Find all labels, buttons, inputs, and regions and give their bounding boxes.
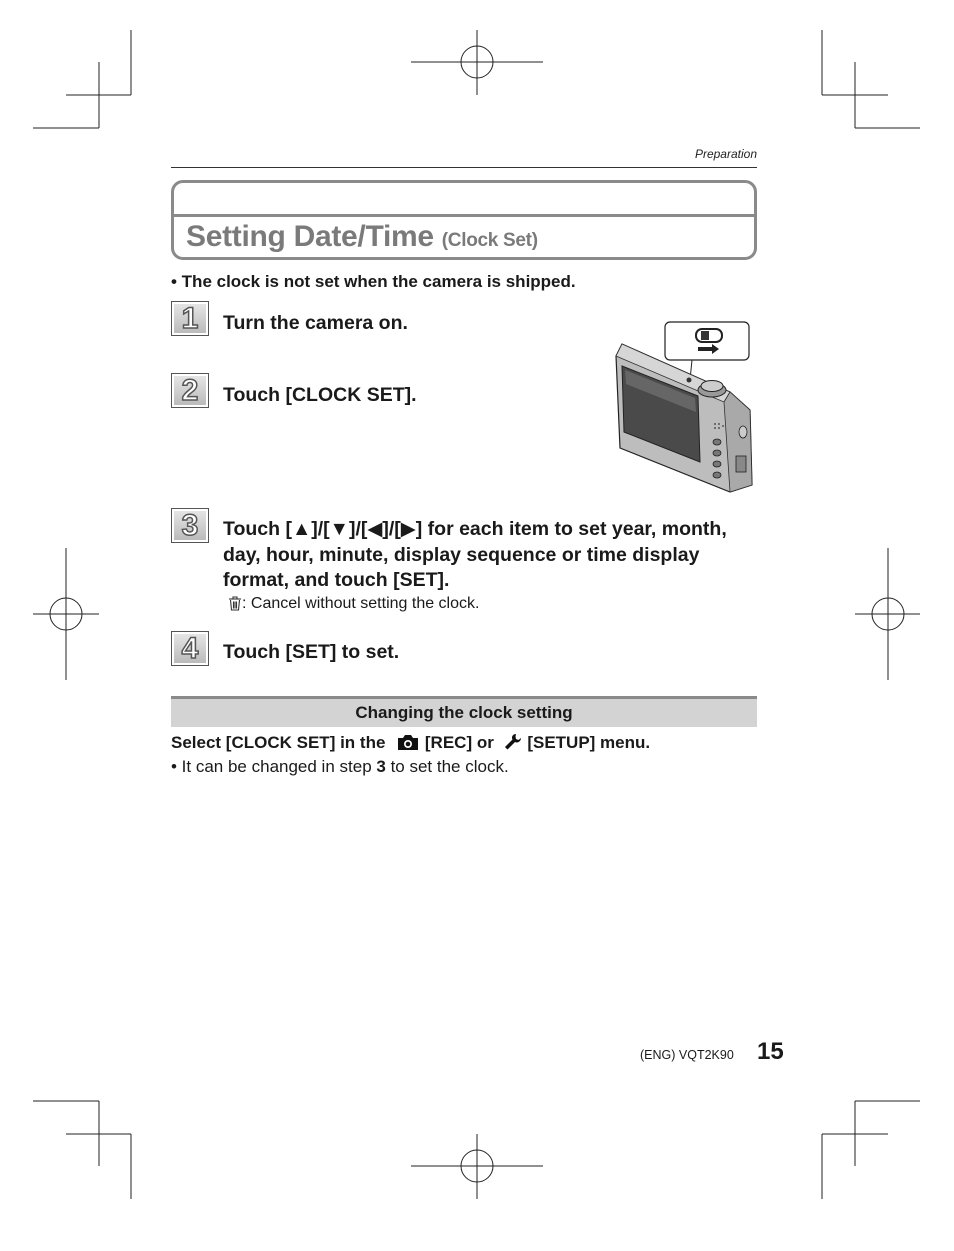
step-number-4: 4 xyxy=(171,631,209,666)
select-instruction xyxy=(171,733,650,753)
step-3-note-text: : Cancel without setting the clock. xyxy=(242,595,480,612)
camera-rec-icon xyxy=(396,733,420,751)
title-box xyxy=(171,180,757,260)
trash-icon xyxy=(228,595,242,611)
select-prefix: Select [CLOCK SET] in the xyxy=(171,733,386,752)
changing-bullet xyxy=(171,757,509,777)
doc-code: (ENG) VQT2K90 xyxy=(640,1048,734,1062)
step-1-text: Turn the camera on. xyxy=(223,312,408,334)
title-sub: (Clock Set) xyxy=(441,230,538,251)
wrench-setup-icon xyxy=(503,733,523,751)
step-4-text: Touch [SET] to set. xyxy=(223,641,400,663)
bullet-prefix: • It can be changed in step xyxy=(171,757,377,776)
section-label: Preparation xyxy=(694,147,757,161)
title-divider xyxy=(174,214,754,217)
intro-note: • The clock is not set when the camera is shipped. xyxy=(171,272,576,291)
step-2-text: Touch [CLOCK SET]. xyxy=(223,384,417,406)
step-number-1: 1 xyxy=(171,301,209,336)
page-number: 15 xyxy=(757,1038,784,1065)
bullet-step: 3 xyxy=(376,757,386,776)
bullet-suffix: to set the clock. xyxy=(385,757,509,776)
changing-heading: Changing the clock setting xyxy=(355,703,573,722)
step-3-text: Touch [▲]/[▼]/[◀]/[▶] for each item to set year, month, day, hour, minute, display sequence or time display format, and touch [SET]. xyxy=(223,518,727,591)
changing-heading-band xyxy=(171,696,757,727)
step-number-2: 2 xyxy=(171,373,209,408)
select-rec: [REC] or xyxy=(424,733,494,752)
select-setup: [SETUP] menu. xyxy=(527,733,651,752)
camera-illustration xyxy=(612,320,757,495)
title-main: Setting Date/Time xyxy=(186,220,434,253)
step-number-3: 3 xyxy=(171,508,209,543)
header-rule xyxy=(171,167,757,168)
page-title xyxy=(186,220,538,254)
step-3-note xyxy=(228,595,479,613)
